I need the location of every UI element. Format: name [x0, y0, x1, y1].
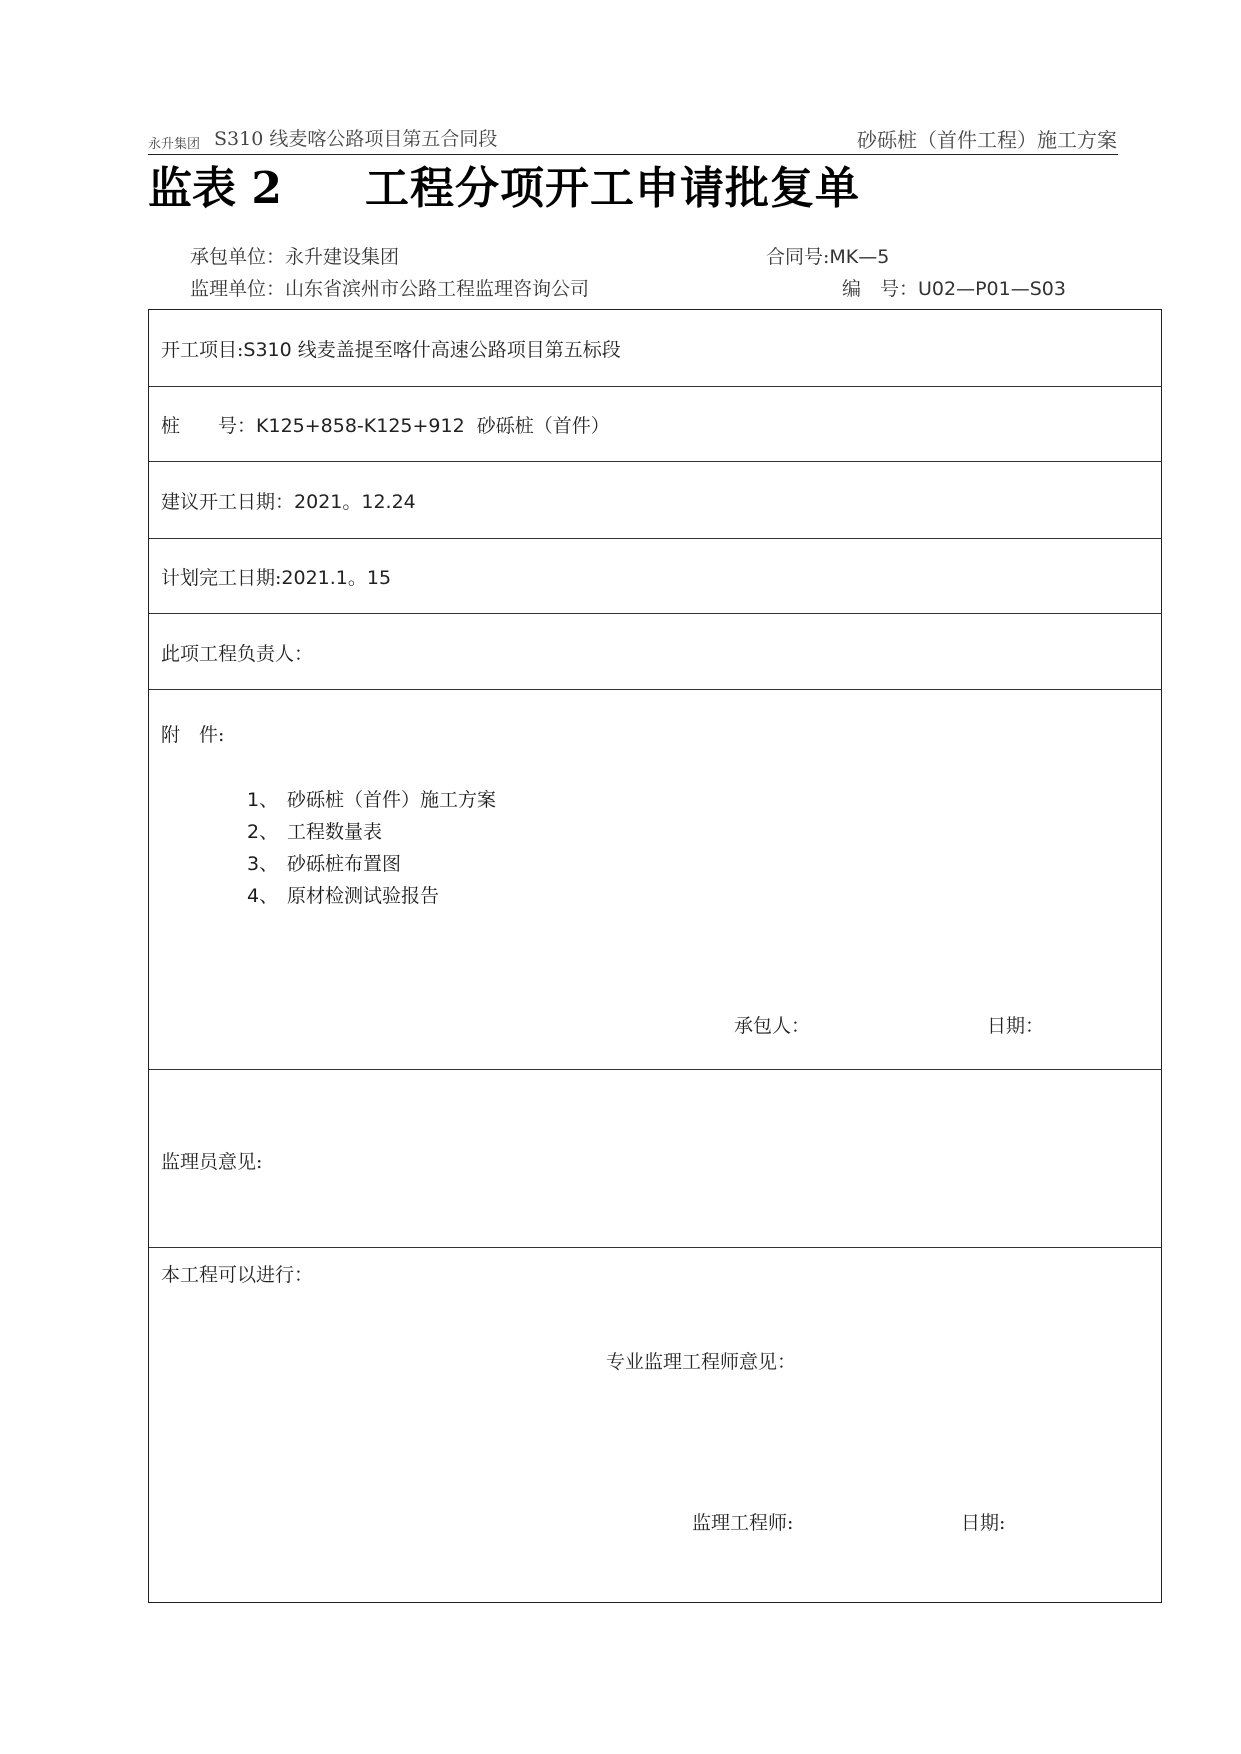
row-divider	[149, 1247, 1161, 1248]
serial-number-label: 编 号：	[842, 278, 919, 300]
supervisor-value: 山东省滨州市公路工程监理咨询公司	[285, 278, 590, 300]
start-date-label: 建议开工日期：	[161, 491, 295, 513]
form-title: 工程分项开工申请批复单	[365, 163, 860, 214]
attachment-item: 2、 工程数量表	[247, 821, 383, 843]
contractor-date-label: 日期：	[987, 1015, 1045, 1037]
row-divider	[149, 461, 1161, 462]
contractor-label: 承包单位：	[190, 246, 286, 268]
engineer-date-label: 日期:	[961, 1512, 1006, 1534]
contractor-value: 永升建设集团	[285, 246, 400, 268]
contractor-signature-label: 承包人：	[734, 1015, 811, 1037]
station-value: K125+858-K125+912	[256, 415, 465, 437]
form-number: 监表 2	[148, 163, 282, 214]
supervisor-label: 监理单位：	[190, 278, 286, 300]
row-start-date	[161, 487, 416, 514]
header-document-title: 砂砾桩（首件工程）施工方案	[857, 128, 1117, 152]
contract-number-value: MK—5	[829, 246, 890, 268]
row-divider	[149, 386, 1161, 387]
attachments-label: 附 件:	[161, 724, 225, 746]
contractor-info	[190, 242, 399, 269]
finish-date-value: 2021.1。15	[281, 567, 392, 589]
application-form-table	[148, 309, 1162, 1603]
row-finish-date	[161, 563, 391, 590]
project-label: 开工项目:	[161, 339, 244, 361]
supervisor-info	[190, 274, 589, 301]
project-value: S310 线麦盖提至喀什高速公路项目第五标段	[243, 339, 621, 361]
start-date-value: 2021。12.24	[294, 491, 416, 513]
serial-number-value: U02—P01—S03	[918, 278, 1066, 300]
header-project: S310 线麦喀公路项目第五合同段	[214, 128, 498, 150]
row-manager	[161, 639, 313, 666]
attachment-item: 3、 砂砾桩布置图	[247, 853, 402, 875]
station-suffix: 砂砾桩（首件）	[476, 415, 610, 437]
row-project	[161, 335, 621, 362]
manager-label: 此项工程负责人：	[161, 643, 314, 665]
approval-label: 本工程可以进行：	[161, 1264, 314, 1286]
row-station	[161, 411, 610, 438]
row-divider	[149, 1069, 1161, 1070]
engineer-opinion-label: 专业监理工程师意见：	[606, 1351, 797, 1373]
attachment-item: 1、 砂砾桩（首件）施工方案	[247, 789, 497, 811]
attachment-item: 4、 原材检测试验报告	[247, 885, 440, 907]
finish-date-label: 计划完工日期:	[161, 567, 282, 589]
contract-number-info	[766, 242, 889, 269]
station-label: 桩 号：	[161, 415, 257, 437]
row-divider	[149, 613, 1161, 614]
engineer-signature-label: 监理工程师:	[692, 1512, 794, 1534]
attachments-list	[247, 784, 496, 912]
header-company: 永升集团	[148, 137, 201, 152]
contract-number-label: 合同号:	[766, 246, 830, 268]
row-divider	[149, 689, 1161, 690]
supervisor-opinion-label: 监理员意见:	[161, 1151, 263, 1173]
serial-number-info	[842, 274, 1066, 301]
row-divider	[149, 538, 1161, 539]
